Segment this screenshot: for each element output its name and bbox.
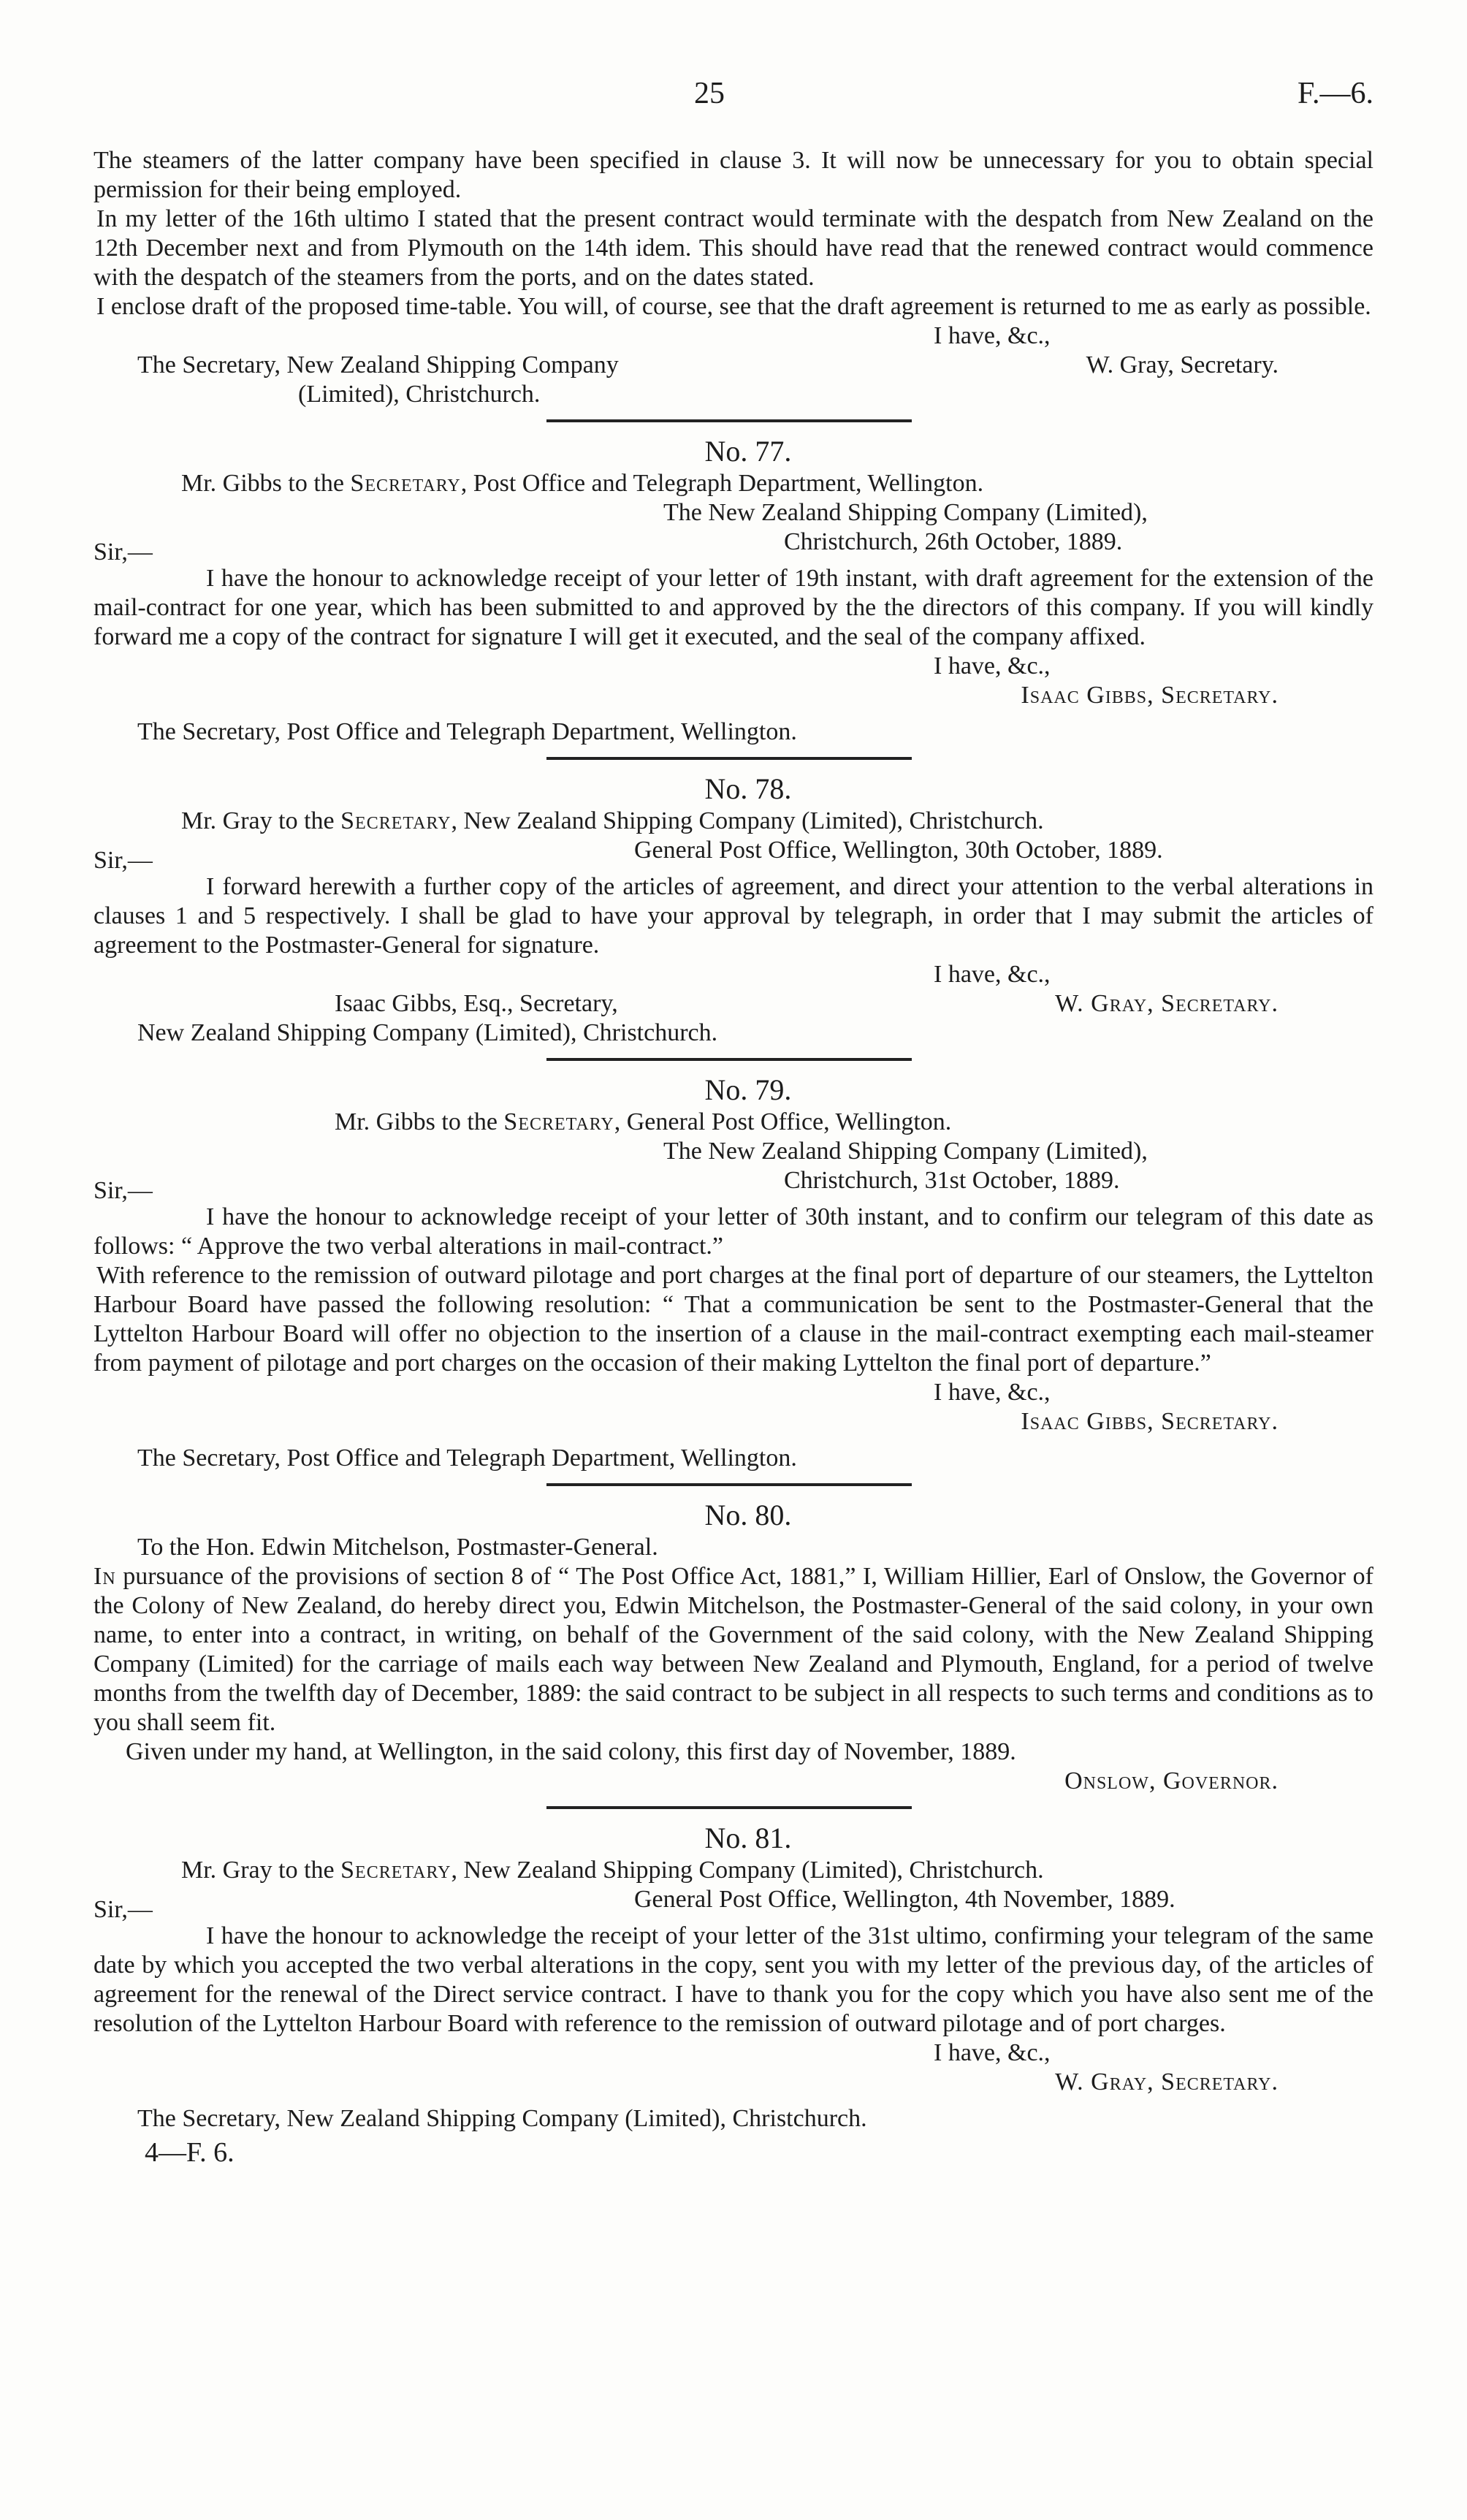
salutation: Sir,— xyxy=(94,1177,153,1204)
intro-paragraph-3: I enclose draft of the proposed time-table. You will, of course, see that the draft agreement is returned to me as early as possible. xyxy=(96,293,1371,320)
letter-addressee-line-2: New Zealand Shipping Company (Limited), Christchurch. xyxy=(137,1019,718,1046)
letter-body-paragraph-2: With reference to the remission of outward pilotage and port charges at the final port of departure of our steamers, the Lyttelton Harbour Board have passed the following resolution: “ That a communication be sent to the Postmaster-General that the Lyttelton Harbour Board will offer no objection to the insertion of a clause in the mail-contract exempting each mail-steamer from payment of pilotage and port charges on the occasion of their making Lyttelton the final port of departure.” xyxy=(94,1262,1373,1377)
section-divider xyxy=(546,757,912,760)
section-divider xyxy=(546,419,912,422)
intro-paragraph-1: The steamers of the latter company have been specified in clause 3. It will now be unnecessary for you to obtain special permission for their being employed. xyxy=(94,147,1373,203)
letter-origin: General Post Office, Wellington, 30th October, 1889. xyxy=(634,837,1163,864)
letter-81 xyxy=(94,1821,1373,2133)
intro-closing: I have, &c., xyxy=(934,322,1051,349)
letter-signature: W. Gray, Secretary. xyxy=(1055,990,1279,1017)
letter-origin-line-1: The New Zealand Shipping Company (Limited), xyxy=(663,499,1148,526)
section-divider xyxy=(546,1058,912,1061)
letter-salutation-row xyxy=(94,836,1373,874)
intro-signature-row xyxy=(94,351,1373,380)
letter-number: No. 78. xyxy=(704,772,792,805)
letter-closing: I have, &c., xyxy=(934,2039,1051,2066)
page-header xyxy=(0,79,1467,111)
letter-79 xyxy=(94,1073,1373,1473)
letter-number: No. 79. xyxy=(704,1073,792,1106)
letter-salutation-row xyxy=(94,1885,1373,1923)
warrant-body: In pursuance of the provisions of section 8 of “ The Post Office Act, 1881,” I, William Hillier, Earl of Onslow, the Governor of the Colony of New Zealand, do hereby direct you, Edwin Mitchelson, the Postmaster-General of the said colony, in your own name, to enter into a contract, in writing, on behalf of the Government of the said colony, with the New Zealand Shipping Company (Limited) for the carriage of mails each way between New Zealand and Plymouth, England, for a period of twelve months from the twelfth day of December, 1889: the said contract to be subject in all respects to such terms and conditions as to you shall seem fit. xyxy=(94,1563,1373,1736)
letter-body: I have the honour to acknowledge receipt of your letter of 19th instant, with draft agreement for the extension of the mail-contract for one year, which has been submitted to and approved by the the directors of this company. If you will kindly forward me a copy of the contract for signature I will get it executed, and the seal of the company affixed. xyxy=(94,565,1373,650)
warrant-recipient: To the Hon. Edwin Mitchelson, Postmaster-General. xyxy=(137,1534,658,1561)
letter-number: No. 81. xyxy=(704,1822,792,1854)
letter-origin-line-1: The New Zealand Shipping Company (Limited), xyxy=(663,1138,1148,1165)
letter-closing: I have, &c., xyxy=(934,652,1051,680)
letter-closing: I have, &c., xyxy=(934,961,1051,988)
letter-route: Mr. Gray to the Secretary, New Zealand Shipping Company (Limited), Christchurch. xyxy=(181,807,1044,834)
letter-signature-row xyxy=(94,989,1373,1019)
letter-origin: General Post Office, Wellington, 4th November, 1889. xyxy=(634,1886,1175,1913)
letter-salutation-row xyxy=(94,1166,1373,1204)
section-divider xyxy=(546,1483,912,1486)
signature-mark: 4—F. 6. xyxy=(145,2137,235,2168)
intro-addressee-line-1: The Secretary, New Zealand Shipping Company xyxy=(137,351,619,378)
letter-78 xyxy=(94,772,1373,1048)
letter-addressee: The Secretary, New Zealand Shipping Company (Limited), Christchurch. xyxy=(137,2105,867,2132)
page-content xyxy=(94,146,1373,2167)
letter-salutation-row xyxy=(94,528,1373,566)
document-code: F.—6. xyxy=(1298,77,1373,110)
intro-addressee-line-2: (Limited), Christchurch. xyxy=(298,381,541,408)
letter-origin-line-2: Christchurch, 31st October, 1889. xyxy=(784,1167,1120,1194)
letter-addressee-line-1: Isaac Gibbs, Esq., Secretary, xyxy=(335,990,618,1017)
salutation: Sir,— xyxy=(94,1896,153,1923)
letter-route: Mr. Gibbs to the Secretary, General Post Office, Wellington. xyxy=(335,1108,952,1135)
warrant-signature: Onslow, Governor. xyxy=(1064,1767,1279,1794)
letter-addressee: The Secretary, Post Office and Telegraph Department, Wellington. xyxy=(137,1444,797,1472)
intro-paragraph-2: In my letter of the 16th ultimo I stated that the present contract would terminate with the despatch from New Zealand on the 12th December next and from Plymouth on the 14th idem. This should have read that the renewed contract would commence with the despatch of the steamers from the ports, and on the dates stated. xyxy=(94,205,1373,291)
letter-80 xyxy=(94,1498,1373,1796)
page-number: 25 xyxy=(694,77,725,110)
letter-number: No. 80. xyxy=(704,1499,792,1531)
section-divider xyxy=(546,1806,912,1809)
letter-body: I forward herewith a further copy of the articles of agreement, and direct your attention to the verbal alterations in clauses 1 and 5 respectively. I shall be glad to have your approval by telegraph, in order that I may submit the articles of agreement to the Postmaster-General for signature. xyxy=(94,873,1373,959)
letter-route: Mr. Gray to the Secretary, New Zealand Shipping Company (Limited), Christchurch. xyxy=(181,1857,1044,1884)
letter-signature: Isaac Gibbs, Secretary. xyxy=(1021,1408,1279,1435)
letter-route: Mr. Gibbs to the Secretary, Post Office and Telegraph Department, Wellington. xyxy=(181,470,984,497)
letter-number: No. 77. xyxy=(704,435,792,468)
warrant-given: Given under my hand, at Wellington, in the said colony, this first day of November, 1889. xyxy=(126,1738,1016,1765)
letter-signature: Isaac Gibbs, Secretary. xyxy=(1021,682,1279,709)
letter-body-paragraph-1: I have the honour to acknowledge receipt of your letter of 30th instant, and to confirm our telegram of this date as follows: “ Approve the two verbal alterations in mail-contract.” xyxy=(94,1203,1373,1260)
letter-77 xyxy=(94,434,1373,747)
salutation: Sir,— xyxy=(94,538,153,566)
letter-closing: I have, &c., xyxy=(934,1379,1051,1406)
letter-origin-line-2: Christchurch, 26th October, 1889. xyxy=(784,528,1123,555)
letter-signature: W. Gray, Secretary. xyxy=(1055,2068,1279,2095)
intro-signature: W. Gray, Secretary. xyxy=(1086,351,1279,378)
salutation: Sir,— xyxy=(94,847,153,874)
letter-addressee: The Secretary, Post Office and Telegraph Department, Wellington. xyxy=(137,718,797,745)
letter-body: I have the honour to acknowledge the receipt of your letter of the 31st ultimo, confirming your telegram of the same date by which you accepted the two verbal alterations in the copy, sent you with my letter of the previous day, of the articles of agreement for the renewal of the Direct service contract. I have to thank you for the copy which you have also sent me of the resolution of the Lyttelton Harbour Board with reference to the remission of outward pilotage and of port charges. xyxy=(94,1922,1373,2037)
